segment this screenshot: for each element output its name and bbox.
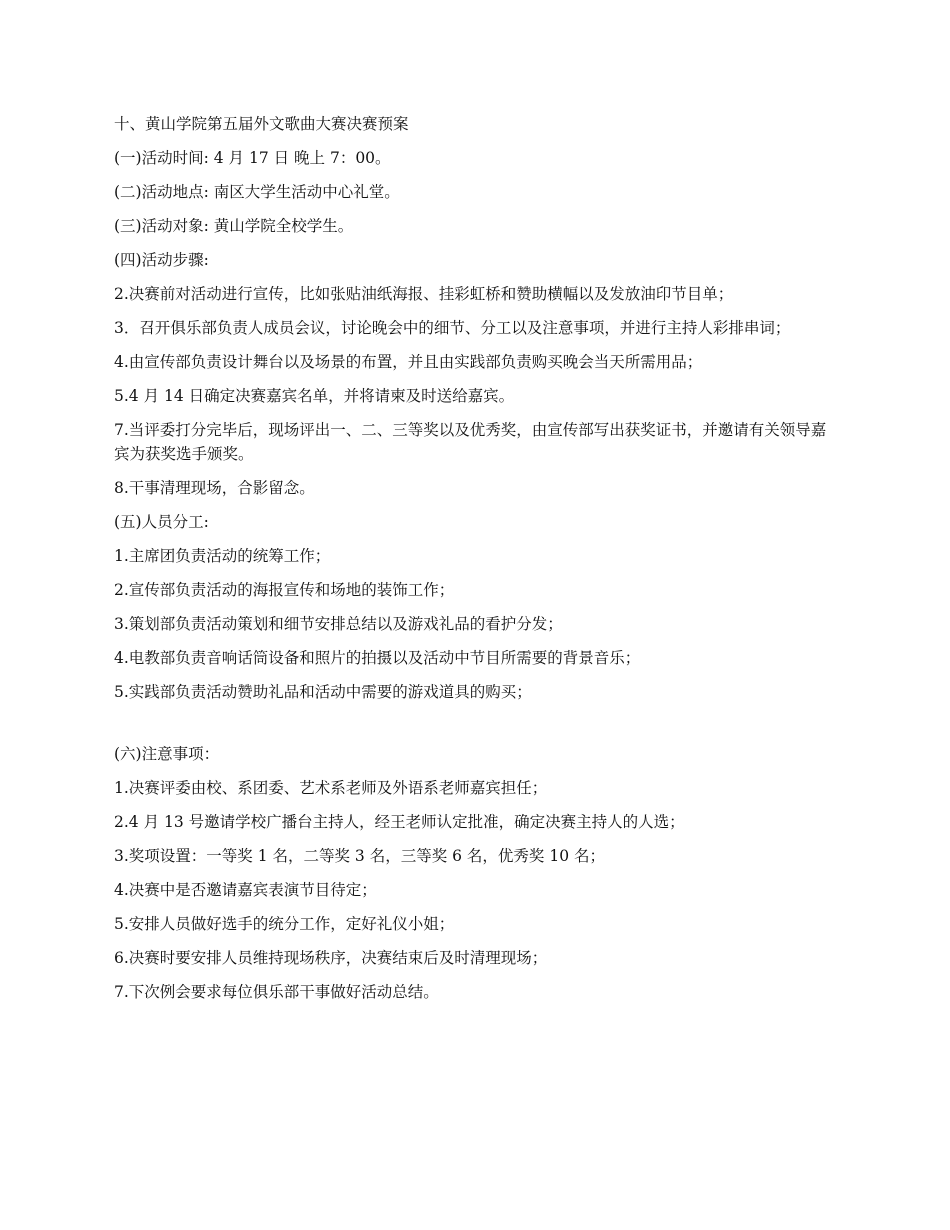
paragraph: 2.宣传部负责活动的海报宣传和场地的装饰工作； [114, 581, 455, 599]
paragraph: 1.决赛评委由校、系团委、艺术系老师及外语系老师嘉宾担任； [114, 779, 548, 797]
paragraph: 4.决赛中是否邀请嘉宾表演节目待定； [114, 881, 377, 899]
paragraph: (三)活动对象: 黄山学院全校学生。 [114, 217, 354, 235]
paragraph: (四)活动步骤: [114, 251, 209, 269]
paragraph: (六)注意事项： [114, 745, 220, 763]
paragraph: 4.由宣传部负责设计舞台以及场景的布置，并且由实践部负责购买晚会当天所需用品； [114, 353, 703, 371]
paragraph: (二)活动地点: 南区大学生活动中心礼堂。 [114, 183, 400, 201]
document-body [114, 112, 840, 1014]
paragraph: 6.决赛时要安排人员维持现场秩序，决赛结束后及时清理现场； [114, 949, 548, 967]
paragraph: 3．召开俱乐部负责人成员会议，讨论晚会中的细节、分工以及注意事项，并进行主持人彩排串词； [114, 319, 791, 337]
paragraph: 2.决赛前对活动进行宣传，比如张贴油纸海报、挂彩虹桥和赞助横幅以及发放油印节目单； [114, 285, 734, 303]
document-title: 十、黄山学院第五届外文歌曲大赛决赛预案 [114, 115, 409, 133]
paragraph: (五)人员分工: [114, 513, 209, 531]
paragraph: 7.下次例会要求每位俱乐部干事做好活动总结。 [114, 983, 439, 1001]
section-spacer [114, 714, 840, 742]
paragraph: 3.奖项设置：一等奖 1 名，二等奖 3 名，三等奖 6 名，优秀奖 10 名； [114, 847, 606, 865]
paragraph: 8.干事清理现场，合影留念。 [114, 479, 315, 497]
paragraph: 4.电教部负责音响话筒设备和照片的拍摄以及活动中节目所需要的背景音乐； [114, 649, 641, 667]
paragraph: 2.4 月 13 号邀请学校广播台主持人，经王老师认定批准，确定决赛主持人的人选； [114, 813, 685, 831]
section-plan [114, 146, 840, 704]
paragraph: 1.主席团负责活动的统筹工作； [114, 547, 331, 565]
paragraph: (一)活动时间: 4 月 17 日 晚上 7：00。 [114, 149, 391, 167]
paragraph: 3.策划部负责活动策划和细节安排总结以及游戏礼品的看护分发； [114, 615, 563, 633]
section-notes [114, 742, 840, 1004]
paragraph: 5.实践部负责活动赞助礼品和活动中需要的游戏道具的购买； [114, 683, 532, 701]
paragraph: 5.安排人员做好选手的统分工作，定好礼仪小姐； [114, 915, 455, 933]
paragraph: 5.4 月 14 日确定决赛嘉宾名单，并将请柬及时送给嘉宾。 [114, 387, 515, 405]
paragraph: 7.当评委打分完毕后，现场评出一、二、三等奖以及优秀奖，由宣传部写出获奖证书，并邀请有关领导嘉宾为获奖选手颁奖。 [114, 421, 827, 463]
